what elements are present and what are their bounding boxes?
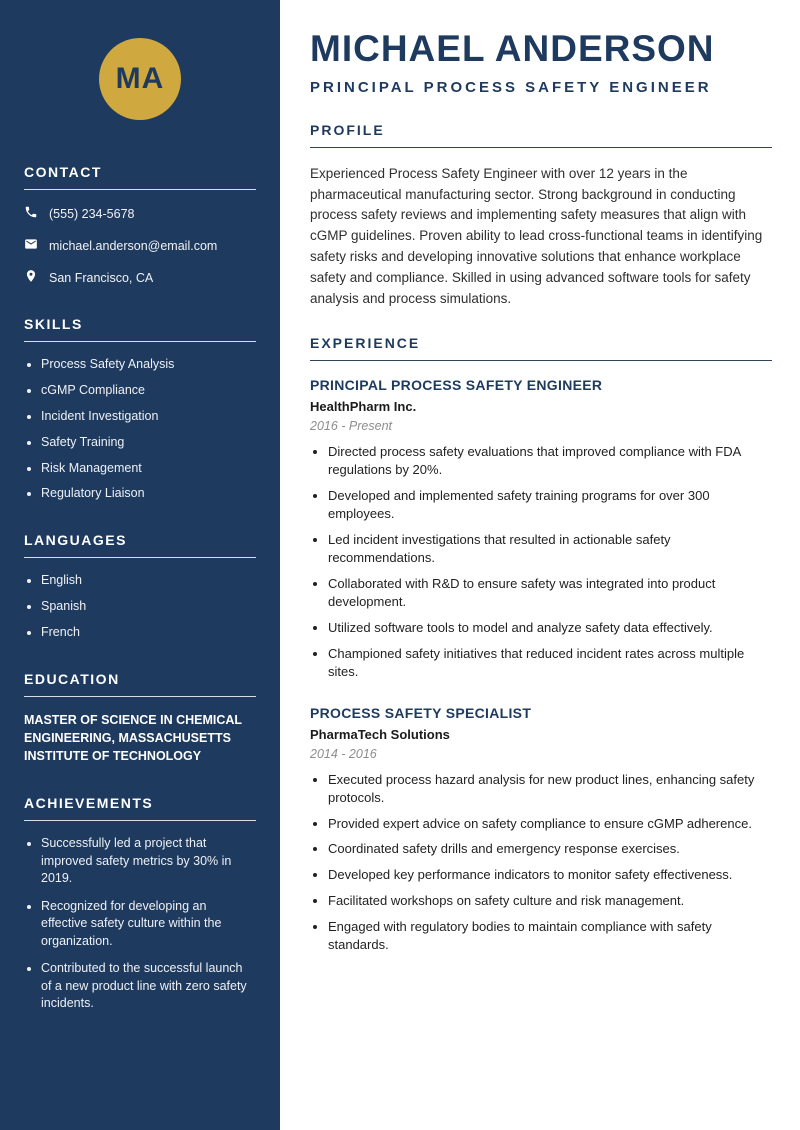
person-name: MICHAEL ANDERSON <box>310 28 715 69</box>
contact-location <box>24 269 256 286</box>
job-company: PharmaTech Solutions <box>310 726 450 742</box>
languages-heading: LANGUAGES <box>24 532 256 558</box>
language-item: • French <box>41 624 256 641</box>
contact-email-text: michael.anderson@email.com <box>49 238 218 253</box>
achievements-heading: ACHIEVEMENTS <box>24 795 256 821</box>
education-heading: EDUCATION <box>24 671 256 697</box>
job-bullet: • Championed safety initiatives that reduced incident rates across multiple sites. <box>328 645 772 681</box>
education-degree: MASTER OF SCIENCE IN CHEMICAL ENGINEERING, MASSACHUSETTS INSTITUTE OF TECHNOLOGY <box>24 712 242 764</box>
skills-section <box>24 316 256 502</box>
skills-list <box>24 356 256 502</box>
skill-item: • Risk Management <box>41 460 256 477</box>
language-item: • Spanish <box>41 598 256 615</box>
job-bullet: • Developed key performance indicators to monitor safety effectiveness. <box>328 866 772 884</box>
profile-section <box>310 122 772 309</box>
job-bullet: • Developed and implemented safety training programs for over 300 employees. <box>328 487 772 523</box>
contact-location-text: San Francisco, CA <box>49 270 154 285</box>
location-icon <box>24 269 38 286</box>
job-bullet: • Directed process safety evaluations that improved compliance with FDA regulations by 20%. <box>328 443 772 479</box>
languages-section <box>24 532 256 641</box>
achievements-list <box>24 835 256 1013</box>
profile-heading: PROFILE <box>310 122 772 148</box>
avatar-initials: MA <box>115 62 165 95</box>
sidebar <box>0 0 280 1130</box>
job-bullet: • Collaborated with R&D to ensure safety was integrated into product development. <box>328 575 772 611</box>
languages-list <box>24 572 256 641</box>
achievement-item: • Contributed to the successful launch of a new product line with zero safety incidents. <box>41 960 256 1013</box>
email-icon <box>24 237 38 254</box>
contact-phone-text: (555) 234-5678 <box>49 206 135 221</box>
contact-email <box>24 237 256 254</box>
contact-phone <box>24 205 256 222</box>
job-bullet: • Engaged with regulatory bodies to maintain compliance with safety standards. <box>328 918 772 954</box>
skill-item: • Incident Investigation <box>41 408 256 425</box>
education-section <box>24 671 256 765</box>
job-entry <box>310 705 772 955</box>
achievement-item: • Recognized for developing an effective safety culture within the organization. <box>41 898 256 951</box>
job-title: PRINCIPAL PROCESS SAFETY ENGINEER <box>310 377 603 394</box>
achievements-section <box>24 795 256 1013</box>
job-title: PROCESS SAFETY SPECIALIST <box>310 704 532 721</box>
skill-item: • Process Safety Analysis <box>41 356 256 373</box>
job-bullet: • Provided expert advice on safety compliance to ensure cGMP adherence. <box>328 815 772 833</box>
skill-item: • Regulatory Liaison <box>41 485 256 502</box>
language-item: • English <box>41 572 256 589</box>
job-bullet: • Facilitated workshops on safety culture and risk management. <box>328 892 772 910</box>
job-dates: 2016 - Present <box>310 419 392 434</box>
profile-text: Experienced Process Safety Engineer with over 12 years in the pharmaceutical manufacturing sector. Strong background in conducting process safety reviews and implementing safety measures that align with cGMP guidelines. Proven ability to lead cross-functional teams in identifying safety risks and developing innovative solutions that enhance workplace safety and compliance. Skilled in using advanced software tools for safety analysis and process simulations. <box>310 165 763 306</box>
phone-icon <box>24 205 38 222</box>
job-company: HealthPharm Inc. <box>310 399 417 415</box>
job-entry <box>310 377 772 680</box>
job-bullet: • Led incident investigations that resulted in actionable safety recommendations. <box>328 531 772 567</box>
skills-heading: SKILLS <box>24 316 256 342</box>
experience-heading: EXPERIENCE <box>310 335 772 361</box>
job-bullet: • Utilized software tools to model and analyze safety data effectively. <box>328 619 772 637</box>
experience-section <box>310 335 772 954</box>
avatar <box>99 38 181 120</box>
job-dates: 2014 - 2016 <box>310 746 377 761</box>
main-content <box>280 0 800 1130</box>
contact-heading: CONTACT <box>24 164 256 190</box>
job-bullet-list <box>310 443 772 680</box>
skill-item: • cGMP Compliance <box>41 382 256 399</box>
job-bullet: • Coordinated safety drills and emergency response exercises. <box>328 840 772 858</box>
job-bullet: • Executed process hazard analysis for new product lines, enhancing safety protocols. <box>328 771 772 807</box>
achievement-item: • Successfully led a project that improved safety metrics by 30% in 2019. <box>41 835 256 888</box>
person-title: PRINCIPAL PROCESS SAFETY ENGINEER <box>310 78 712 96</box>
contact-section <box>24 164 256 286</box>
skill-item: • Safety Training <box>41 434 256 451</box>
job-bullet-list <box>310 771 772 955</box>
